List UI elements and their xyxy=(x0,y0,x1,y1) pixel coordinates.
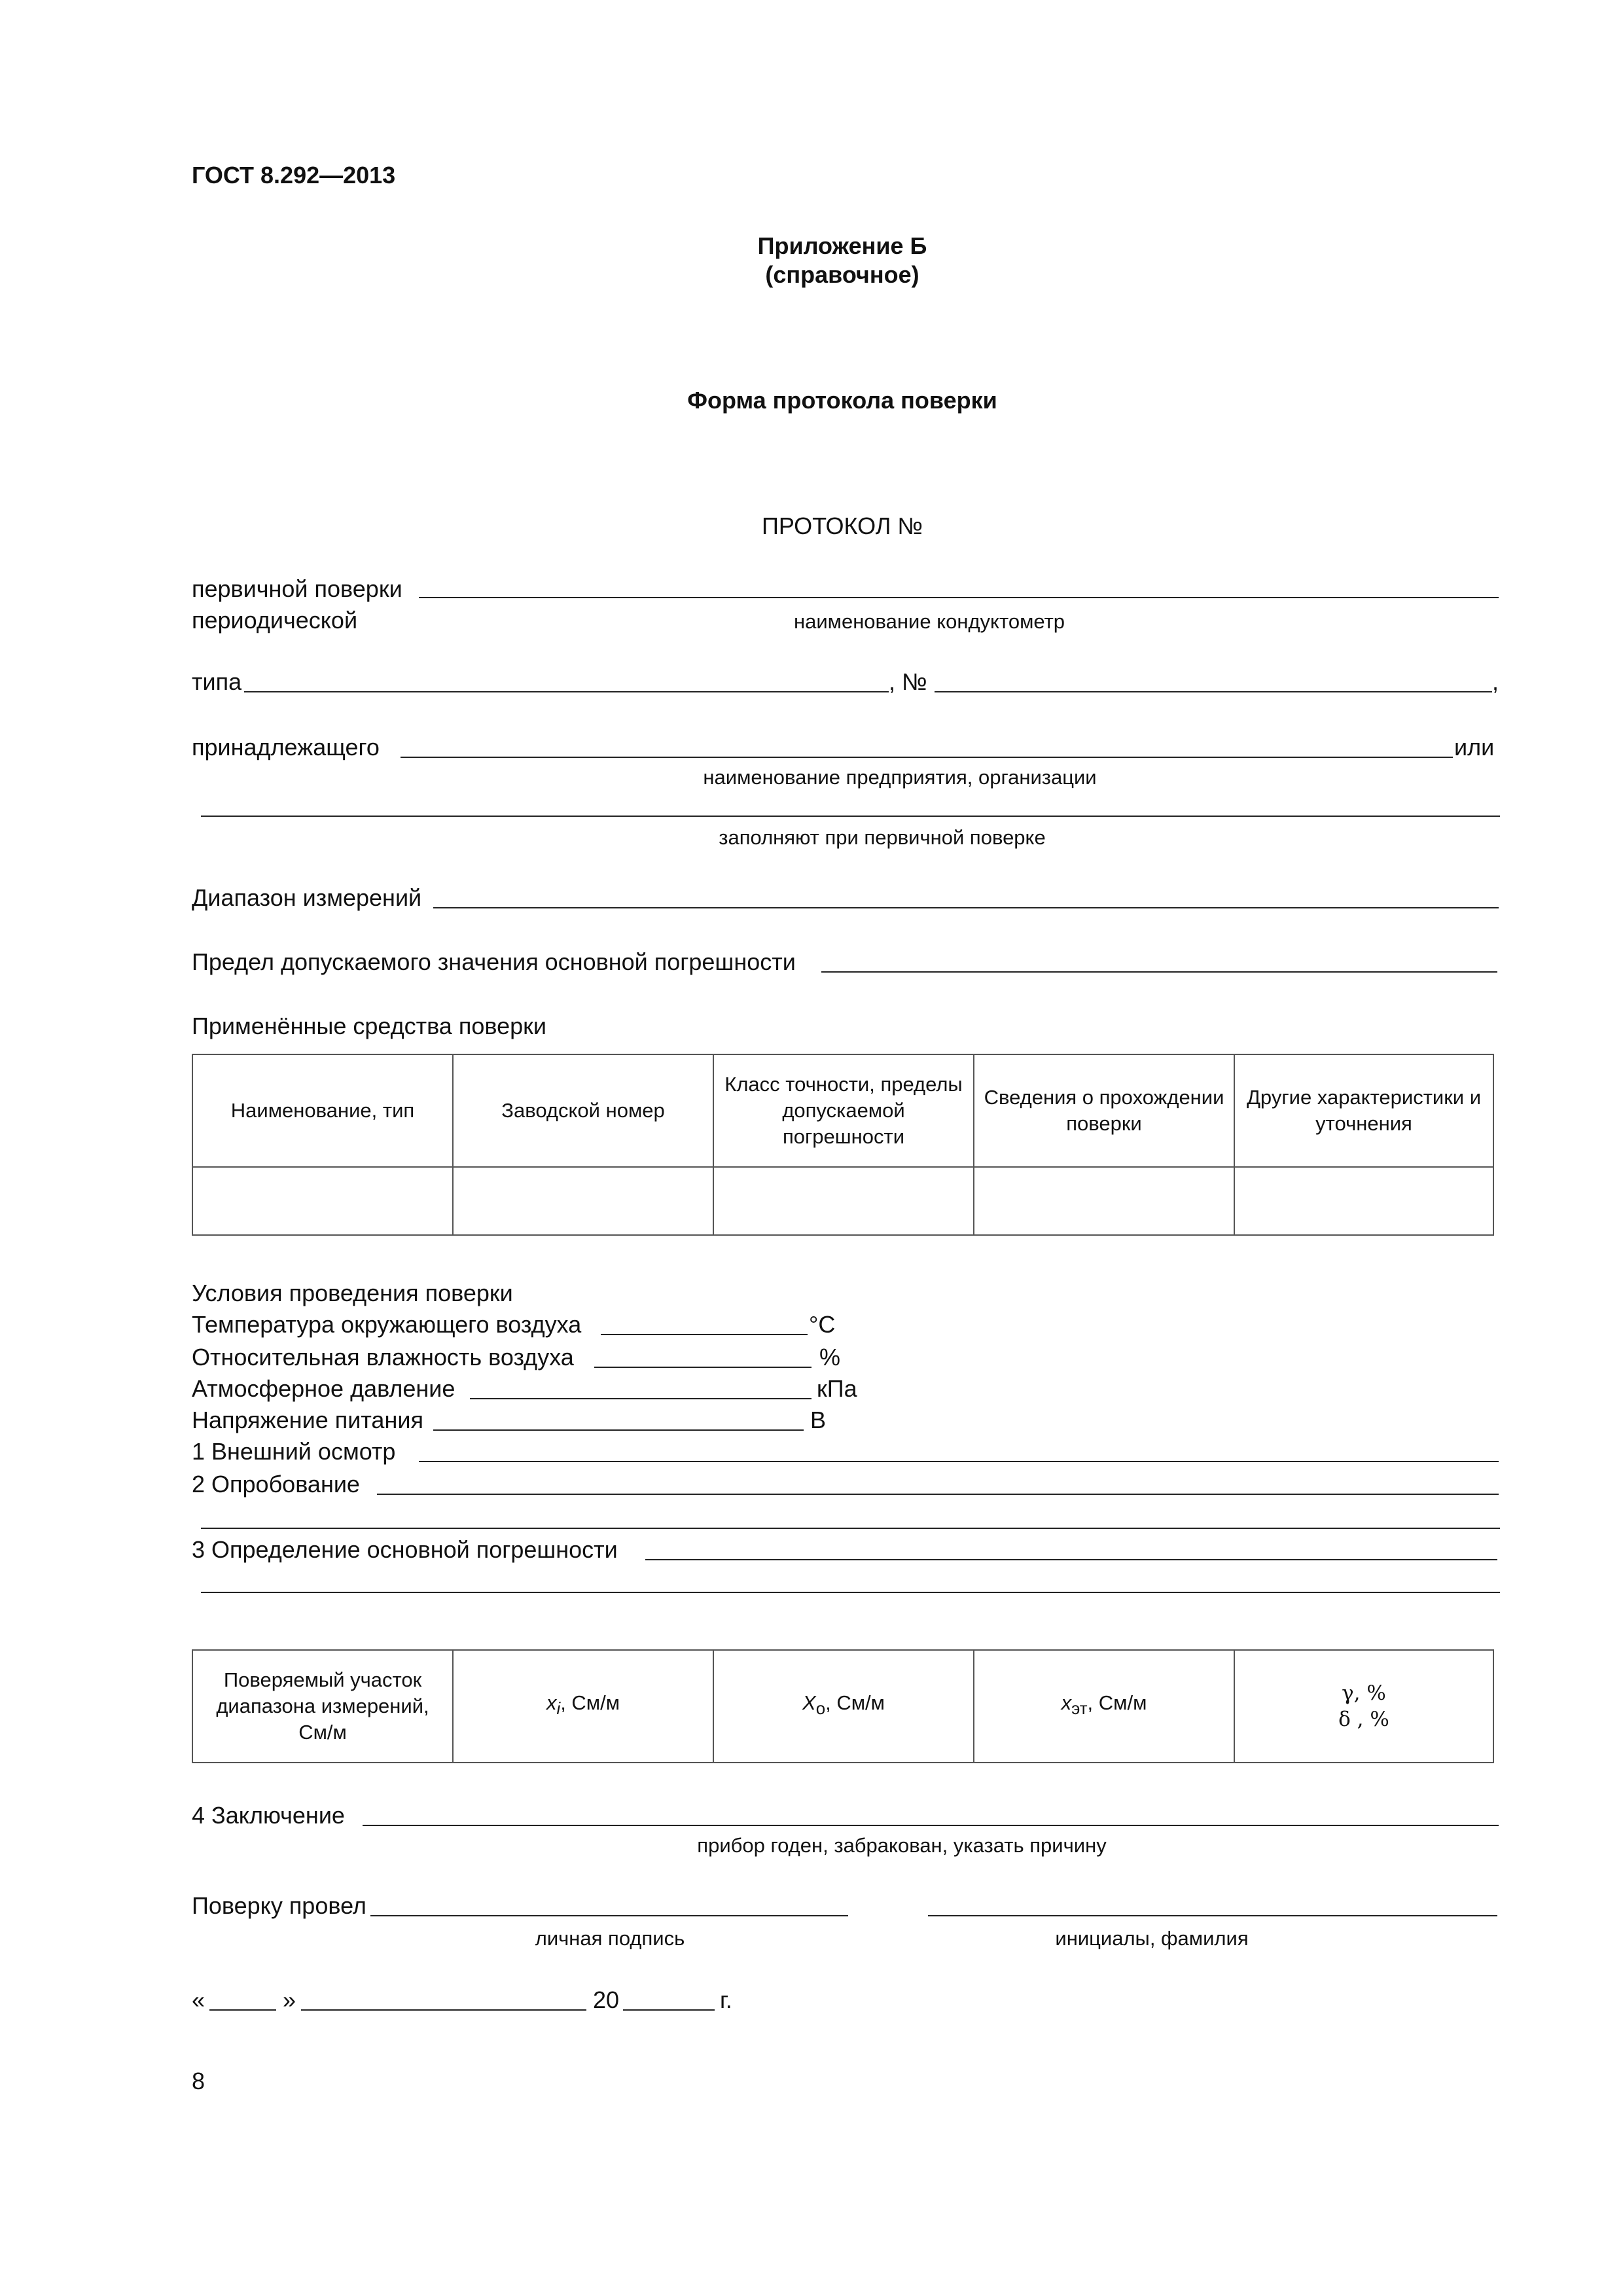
step-conclusion: 4 Заключение xyxy=(192,1802,345,1829)
year-line[interactable] xyxy=(623,2009,715,2011)
means-label: Применённые средства поверки xyxy=(192,1013,546,1039)
protocol-title: ПРОТОКОЛ № xyxy=(762,512,923,539)
year-prefix: 20 xyxy=(593,1986,620,2013)
day-line[interactable] xyxy=(209,2009,276,2011)
error-determination-line[interactable] xyxy=(645,1559,1497,1560)
performed-by-label: Поверку провел xyxy=(192,1892,366,1919)
form-title: Форма протокола поверки xyxy=(687,387,997,414)
device-name-line[interactable] xyxy=(419,597,1499,598)
range-line[interactable] xyxy=(433,907,1499,908)
primary-label: первичной поверки xyxy=(192,575,402,602)
signature-line[interactable] xyxy=(370,1915,848,1916)
conditions-title: Условия проведения поверки xyxy=(192,1280,513,1306)
device-hint: наименование кондуктометр xyxy=(793,610,1065,633)
conclusion-line[interactable] xyxy=(363,1825,1499,1826)
error-header-xi: $x_i$, См/м xyxy=(453,1650,713,1763)
visual-inspection-line[interactable] xyxy=(419,1461,1499,1462)
month-line[interactable] xyxy=(301,2009,586,2011)
means-cell[interactable] xyxy=(453,1167,713,1235)
owner-label: принадлежащего xyxy=(192,734,380,761)
number-label: , № xyxy=(889,668,927,695)
pressure-unit: кПа xyxy=(817,1375,857,1402)
appendix-label: Приложение Б xyxy=(757,232,927,259)
serial-number-line[interactable] xyxy=(935,691,1492,692)
owner-line[interactable] xyxy=(401,757,1453,758)
standard-number: ГОСТ 8.292—2013 xyxy=(192,162,396,188)
error-determination-line-2[interactable] xyxy=(201,1592,1500,1593)
error-header-range: Поверяемый участок диапазона измерений, См/м xyxy=(192,1650,453,1763)
temperature-label: Температура окружающего воздуха xyxy=(192,1311,582,1338)
organization-hint: наименование предприятия, организации xyxy=(703,766,1097,789)
step-error-determination: 3 Определение основной погрешности xyxy=(192,1536,618,1563)
date-quote-open: « xyxy=(192,1986,205,2013)
error-header-xet: $x_{эт}$, См/м xyxy=(974,1650,1234,1763)
means-cell[interactable] xyxy=(713,1167,974,1235)
appendix-type: (справочное) xyxy=(765,261,919,288)
pressure-line[interactable] xyxy=(470,1398,812,1399)
humidity-unit: % xyxy=(819,1344,841,1371)
temperature-unit: °С xyxy=(809,1311,836,1338)
error-table xyxy=(192,1649,1494,1763)
signature-hint: личная подпись xyxy=(535,1927,685,1950)
testing-line[interactable] xyxy=(377,1494,1499,1495)
step-visual-inspection: 1 Внешний осмотр xyxy=(192,1438,396,1465)
range-label: Диапазон измерений xyxy=(192,884,422,911)
humidity-line[interactable] xyxy=(594,1367,812,1368)
error-limit-line[interactable] xyxy=(821,971,1497,973)
full-name-line[interactable] xyxy=(928,1915,1497,1916)
pressure-label: Атмосферное давление xyxy=(192,1375,455,1402)
means-header-serial: Заводской номер xyxy=(453,1054,713,1167)
type-label: типа xyxy=(192,668,242,695)
error-header-gamma-delta: γ, % δ , % xyxy=(1234,1650,1493,1763)
date-quote-close: » xyxy=(283,1986,296,2013)
type-line[interactable] xyxy=(244,691,889,692)
humidity-label: Относительная влажность воздуха xyxy=(192,1344,574,1371)
year-suffix: г. xyxy=(720,1986,732,2013)
or-label: или xyxy=(1454,734,1495,761)
periodic-label: периодической xyxy=(192,607,358,634)
trailing-comma: , xyxy=(1492,668,1499,695)
means-table xyxy=(192,1054,1494,1236)
error-limit-label: Предел допускаемого значения основной погрешности xyxy=(192,948,796,975)
owner-line-2[interactable] xyxy=(201,816,1500,817)
testing-line-2[interactable] xyxy=(201,1528,1500,1529)
step-testing: 2 Опробование xyxy=(192,1471,360,1498)
means-cell[interactable] xyxy=(974,1167,1234,1235)
full-name-hint: инициалы, фамилия xyxy=(1055,1927,1249,1950)
voltage-unit: В xyxy=(810,1407,827,1433)
conclusion-hint: прибор годен, забракован, указать причину xyxy=(697,1834,1107,1857)
means-header-other: Другие характеристики и уточнения xyxy=(1234,1054,1493,1167)
page-number: 8 xyxy=(192,2068,205,2094)
temperature-line[interactable] xyxy=(601,1334,808,1335)
means-header-class: Класс точности, пределы допускаемой погрешности xyxy=(713,1054,974,1167)
voltage-line[interactable] xyxy=(433,1429,804,1431)
means-header-verification: Сведения о прохождении поверки xyxy=(974,1054,1234,1167)
error-header-xo: $X_о$, См/м xyxy=(713,1650,974,1763)
means-cell[interactable] xyxy=(192,1167,453,1235)
primary-hint: заполняют при первичной поверке xyxy=(719,826,1046,849)
voltage-label: Напряжение питания xyxy=(192,1407,423,1433)
means-header-name: Наименование, тип xyxy=(192,1054,453,1167)
means-cell[interactable] xyxy=(1234,1167,1493,1235)
